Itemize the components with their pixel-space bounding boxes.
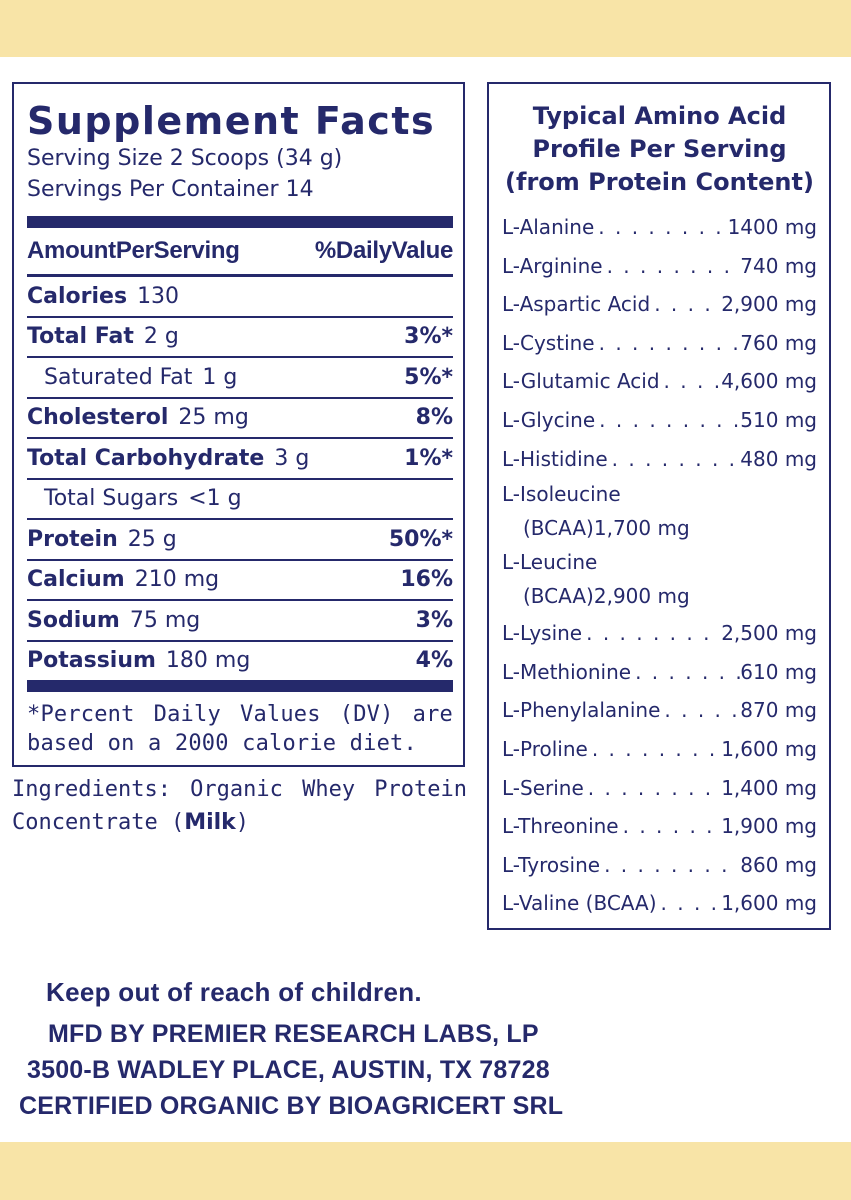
dot-leader: [595, 324, 741, 363]
daily-value-header: %DailyValue: [314, 237, 453, 264]
dot-leader: [619, 807, 722, 846]
amino-acid-name: L-Glycine: [502, 407, 596, 432]
amino-acid-amount: 610 mg: [740, 659, 817, 684]
amino-acid-name: L-Isoleucine: [502, 482, 621, 507]
amino-acid-row: [502, 807, 817, 846]
nutrient-row-sodium: [27, 601, 453, 642]
nutrient-amount: 25 g: [127, 526, 177, 552]
amino-acid-amount: 480 mg: [740, 446, 817, 471]
nutrient-amount: 130: [137, 283, 180, 309]
nutrient-row-total-sugars: [27, 480, 453, 521]
nutrient-amount: 25 mg: [178, 405, 249, 431]
dot-leader: [595, 401, 740, 440]
amino-acid-row: [502, 846, 817, 885]
nutrient-name: Total Sugars: [44, 486, 179, 512]
dot-leader: [584, 769, 721, 808]
nutrient-dv: 1%*: [404, 445, 453, 471]
amino-acid-name: L-Histidine: [502, 446, 608, 471]
amino-acid-list: [502, 208, 817, 923]
amino-acid-row: [502, 614, 817, 653]
amino-acid-row: [502, 691, 817, 730]
amino-acid-name: L-Cystine: [502, 330, 595, 355]
amino-acid-name: L-Phenylalanine: [502, 698, 661, 723]
amino-acid-amount: 1,600 mg: [721, 736, 817, 761]
amino-acid-profile-panel: [487, 82, 831, 930]
amino-acid-amount: 510 mg: [740, 407, 817, 432]
amino-acid-amount: 740 mg: [740, 253, 817, 278]
nutrient-dv: 4%: [415, 648, 453, 674]
amino-acid-name: L-Threonine: [502, 814, 619, 839]
nutrient-amount: 180 mg: [165, 648, 251, 674]
servings-per-container: Servings Per Container 14: [27, 177, 314, 202]
nutrient-name: Potassium: [27, 648, 156, 674]
amino-acid-amount: 1400 mg: [727, 215, 817, 239]
dot-leader: [660, 362, 722, 401]
nutrient-name: Total Carbohydrate: [27, 445, 265, 471]
nutrient-dv: 5%*: [404, 364, 453, 390]
amino-acid-qualifier: (BCAA): [523, 584, 594, 609]
amino-acid-name: L-Glutamic Acid: [502, 369, 660, 394]
ingredients-suffix: ): [235, 810, 250, 835]
dot-leader: [657, 884, 722, 923]
nutrient-name: Sodium: [27, 607, 120, 633]
supplement-facts-title: Supplement Facts: [27, 99, 436, 143]
dot-leader: [608, 440, 741, 479]
amino-acid-amount: 2,500 mg: [721, 621, 817, 646]
amino-acid-row: [502, 362, 817, 401]
dot-leader: [603, 247, 741, 286]
dot-leader: [594, 208, 727, 247]
amino-acid-name: L-Valine (BCAA): [502, 891, 657, 916]
nutrient-row-saturated-fat: [27, 358, 453, 399]
manufacturer-line: MFD BY PREMIER RESEARCH LABS, LP: [48, 1020, 539, 1048]
amino-acid-row: [502, 324, 817, 363]
amino-acid-detail: [502, 510, 817, 546]
amino-acid-amount: 870 mg: [740, 698, 817, 723]
amount-per-serving-header: AmountPerServing: [27, 237, 240, 264]
child-safety-warning: Keep out of reach of children.: [46, 977, 422, 1007]
nutrient-name: Cholesterol: [27, 405, 169, 431]
amino-acid-amount: 4,600 mg: [721, 369, 817, 394]
nutrient-row-cholesterol: [27, 399, 453, 440]
amino-acid-row: [502, 884, 817, 923]
amino-acid-detail: [502, 578, 817, 614]
amino-acid-row: [502, 653, 817, 692]
nutrient-dv: 3%*: [404, 324, 453, 350]
allergen-milk: Milk: [184, 810, 236, 835]
daily-value-footnote: *Percent Daily Values (DV) are based on a 2000 calorie diet.: [27, 702, 453, 756]
nutrient-row-protein: [27, 520, 453, 561]
bottom-color-band: [0, 1142, 851, 1200]
nutrient-dv: 3%: [415, 607, 453, 633]
nutrient-dv: 16%: [400, 567, 453, 593]
amino-acid-amount: 2,900 mg: [721, 292, 817, 317]
dot-leader: [631, 653, 740, 692]
amino-acid-row: [502, 247, 817, 286]
amino-acid-row: [502, 401, 817, 440]
nutrient-name: Saturated Fat: [44, 364, 193, 390]
dot-leader: [660, 691, 740, 730]
top-color-band: [0, 0, 851, 57]
nutrient-row-total-fat: [27, 318, 453, 359]
dot-leader: [600, 846, 740, 885]
nutrient-name: Protein: [27, 526, 118, 552]
nutrient-amount: 1 g: [202, 364, 238, 390]
amino-acid-row: [502, 769, 817, 808]
thick-divider: [27, 680, 453, 692]
amino-acid-amount: 1,700 mg: [593, 516, 690, 541]
amino-acid-name: L-Aspartic Acid: [502, 292, 651, 317]
ingredients-text: [12, 773, 467, 839]
facts-header-row: [27, 228, 453, 277]
nutrient-name: Calories: [27, 283, 128, 309]
amino-acid-amount: 1,900 mg: [721, 814, 817, 839]
amino-acid-amount: 2,900 mg: [593, 584, 690, 609]
dot-leader: [650, 285, 721, 324]
amino-acid-name: L-Serine: [502, 775, 584, 800]
amino-acid-row: [502, 285, 817, 324]
amino-acid-name: L-Lysine: [502, 621, 583, 646]
nutrient-row-total-carbohydrate: [27, 439, 453, 480]
nutrient-amount: 2 g: [143, 324, 179, 350]
amino-acid-name: L-Proline: [502, 736, 588, 761]
nutrient-name: Total Fat: [27, 324, 134, 350]
amino-profile-title: Typical Amino Acid Profile Per Serving (from Protein Content): [505, 102, 814, 196]
amino-acid-amount: 1,400 mg: [721, 775, 817, 800]
amino-acid-name: L-Alanine: [502, 215, 595, 239]
nutrient-row-calories: [27, 277, 453, 318]
nutrient-amount: <1 g: [188, 486, 242, 512]
dot-leader: [582, 614, 721, 653]
nutrient-dv: 50%*: [388, 526, 453, 552]
nutrient-row-calcium: [27, 561, 453, 602]
address-line: 3500-B WADLEY PLACE, AUSTIN, TX 78728: [27, 1056, 550, 1084]
amino-acid-amount: 860 mg: [740, 852, 817, 877]
certification-line: CERTIFIED ORGANIC BY BIOAGRICERT SRL: [19, 1092, 564, 1120]
amino-acid-name: L-Arginine: [502, 253, 603, 278]
nutrient-dv: 8%: [415, 405, 453, 431]
nutrient-amount: 210 mg: [134, 567, 220, 593]
nutrient-amount: 3 g: [274, 445, 310, 471]
amino-acid-amount: 760 mg: [740, 330, 817, 355]
supplement-facts-panel: [12, 82, 465, 767]
amino-acid-name: L-Methionine: [502, 659, 632, 684]
amino-acid-row: [502, 730, 817, 769]
nutrient-row-potassium: [27, 642, 453, 681]
ingredients-prefix: Ingredients: Organic Whey Protein Concentrate (: [12, 777, 467, 835]
amino-acid-row: [502, 546, 817, 614]
thick-divider: [27, 216, 453, 228]
amino-acid-row: [502, 208, 817, 247]
nutrient-name: Calcium: [27, 567, 125, 593]
dot-leader: [588, 730, 721, 769]
amino-acid-row: [502, 440, 817, 479]
amino-acid-qualifier: (BCAA): [523, 516, 594, 541]
serving-size: Serving Size 2 Scoops (34 g): [27, 146, 343, 171]
amino-acid-name: L-Tyrosine: [502, 852, 601, 877]
amino-acid-row: [502, 478, 817, 546]
amino-acid-name: L-Leucine: [502, 550, 598, 575]
nutrient-amount: 75 mg: [129, 607, 201, 633]
amino-acid-amount: 1,600 mg: [721, 891, 817, 916]
